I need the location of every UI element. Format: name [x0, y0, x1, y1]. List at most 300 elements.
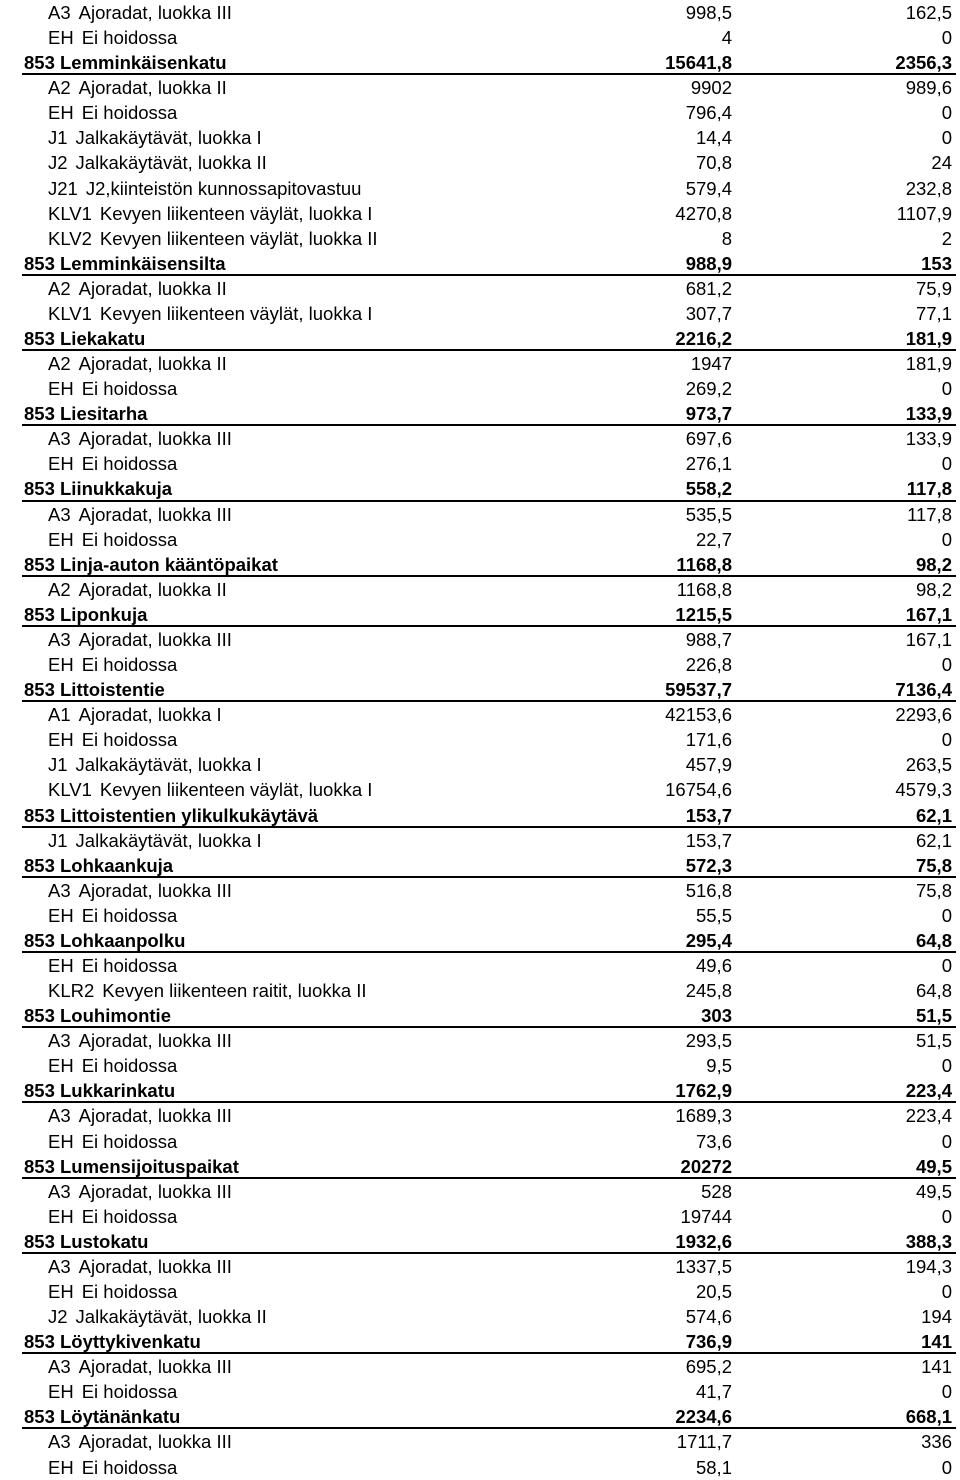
secondary-value: 75,9 — [915, 277, 952, 299]
category-label — [48, 1028, 232, 1053]
secondary-value: 223,4 — [905, 1105, 952, 1127]
category-label — [48, 0, 232, 25]
category-code: EH — [48, 904, 74, 926]
street-name: 853 Lemminkäisensilta — [24, 252, 226, 274]
area-value: 574,6 — [685, 1306, 732, 1328]
area-value: 2234,6 — [675, 1406, 732, 1428]
category-label — [48, 1103, 232, 1128]
secondary-value: 0 — [941, 453, 952, 475]
street-name: 853 Lemminkäisenkatu — [24, 52, 227, 74]
street-header-row — [22, 251, 956, 276]
area-table — [22, 0, 956, 1480]
category-code: J2 — [48, 1306, 68, 1328]
street-name: 853 Löytänänkatu — [24, 1406, 181, 1428]
area-value: 988,7 — [685, 628, 732, 650]
category-label — [48, 1354, 232, 1379]
category-name: Ajoradat, luokka III — [78, 1356, 232, 1378]
category-row — [22, 25, 956, 50]
secondary-value: 162,5 — [905, 2, 952, 23]
category-row — [22, 1379, 956, 1404]
category-name: Ei hoidossa — [81, 1456, 178, 1478]
area-value: 269,2 — [685, 378, 732, 400]
area-value: 49,6 — [695, 954, 732, 976]
category-row — [22, 150, 956, 175]
category-row — [22, 176, 956, 201]
category-code: A2 — [48, 578, 71, 600]
area-value: 16754,6 — [665, 779, 732, 801]
area-value: 4 — [721, 27, 732, 49]
secondary-value: 0 — [941, 729, 952, 751]
secondary-value: 0 — [941, 27, 952, 49]
category-code: A3 — [48, 1105, 71, 1127]
area-value: 58,1 — [695, 1456, 732, 1478]
category-label — [48, 1455, 177, 1480]
category-row — [22, 1053, 956, 1078]
category-row — [22, 1455, 956, 1480]
street-header-row — [22, 1229, 956, 1254]
category-row — [22, 627, 956, 652]
category-label — [48, 1429, 232, 1454]
street-header-row — [22, 853, 956, 878]
category-label — [48, 953, 177, 978]
area-value: 1947 — [690, 353, 732, 375]
secondary-value: 263,5 — [905, 754, 952, 776]
category-name: Ei hoidossa — [81, 1055, 178, 1077]
street-header-row — [22, 1154, 956, 1179]
secondary-value: 62,1 — [915, 829, 952, 851]
area-value: 20,5 — [695, 1280, 732, 1302]
category-label — [48, 1129, 177, 1154]
category-code: EH — [48, 1130, 74, 1152]
category-label — [48, 1053, 177, 1078]
category-row — [22, 226, 956, 251]
area-value: 516,8 — [685, 879, 732, 901]
category-row — [22, 301, 956, 326]
area-value: 293,5 — [685, 1030, 732, 1052]
category-row — [22, 577, 956, 602]
area-value: 579,4 — [685, 177, 732, 199]
street-name: 853 Littoistentien ylikulkukäytävä — [24, 804, 319, 826]
area-value: 226,8 — [685, 654, 732, 676]
category-label — [48, 226, 378, 251]
street-name: 853 Lohkaanpolku — [24, 929, 186, 951]
category-code: A3 — [48, 428, 71, 450]
area-value: 1932,6 — [675, 1230, 732, 1252]
category-name: Ei hoidossa — [81, 1205, 178, 1227]
street-name: 853 Liponkuja — [24, 603, 148, 625]
street-header-row — [22, 1003, 956, 1028]
area-value: 153,7 — [685, 804, 732, 826]
category-code: EH — [48, 1055, 74, 1077]
category-code: KLV2 — [48, 227, 92, 249]
secondary-value: 336 — [921, 1431, 952, 1453]
area-value: 245,8 — [685, 980, 732, 1002]
category-code: A3 — [48, 503, 71, 525]
secondary-value: 49,5 — [915, 1180, 952, 1202]
area-value: 988,9 — [685, 252, 732, 274]
category-label — [48, 1254, 232, 1279]
category-name: Ajoradat, luokka III — [78, 1255, 232, 1277]
secondary-value: 141 — [921, 1356, 952, 1378]
secondary-value: 75,8 — [915, 879, 952, 901]
category-label — [48, 502, 232, 527]
category-label — [48, 828, 262, 853]
category-name: Ei hoidossa — [81, 528, 178, 550]
category-label — [48, 201, 372, 226]
street-header-row — [22, 803, 956, 828]
category-name: Ei hoidossa — [81, 1130, 178, 1152]
category-row — [22, 1304, 956, 1329]
category-label — [48, 752, 262, 777]
secondary-value: 133,9 — [905, 403, 952, 425]
secondary-value: 989,6 — [905, 77, 952, 99]
area-value: 22,7 — [695, 528, 732, 550]
category-code: EH — [48, 729, 74, 751]
category-name: Ajoradat, luokka II — [78, 77, 227, 99]
secondary-value: 0 — [941, 378, 952, 400]
category-name: Ei hoidossa — [81, 453, 178, 475]
street-name: 853 Löyttykivenkatu — [24, 1331, 201, 1353]
street-header-row — [22, 1078, 956, 1103]
category-code: EH — [48, 378, 74, 400]
secondary-value: 117,8 — [906, 478, 952, 500]
category-row — [22, 1129, 956, 1154]
category-code: A2 — [48, 277, 71, 299]
secondary-value: 117,8 — [907, 503, 952, 525]
category-row — [22, 100, 956, 125]
street-name: 853 Liesitarha — [24, 403, 148, 425]
category-row — [22, 828, 956, 853]
category-row — [22, 201, 956, 226]
secondary-value: 51,5 — [915, 1030, 952, 1052]
category-row — [22, 1204, 956, 1229]
category-label — [48, 652, 177, 677]
category-row — [22, 953, 956, 978]
secondary-value: 0 — [941, 1456, 952, 1478]
category-code: EH — [48, 1280, 74, 1302]
category-label — [48, 376, 177, 401]
secondary-value: 51,5 — [915, 1005, 952, 1027]
category-code: EH — [48, 1205, 74, 1227]
street-name: 853 Lumensijoituspaikat — [24, 1155, 239, 1177]
category-name: Ei hoidossa — [81, 1381, 178, 1403]
category-code: A3 — [48, 2, 71, 23]
area-value: 2216,2 — [675, 328, 732, 350]
secondary-value: 167,1 — [905, 603, 952, 625]
area-value: 1689,3 — [675, 1105, 732, 1127]
secondary-value: 0 — [941, 654, 952, 676]
category-label — [48, 426, 232, 451]
category-name: Ei hoidossa — [81, 954, 178, 976]
category-row — [22, 1179, 956, 1204]
street-name: 853 Lustokatu — [24, 1230, 149, 1252]
category-code: A3 — [48, 1030, 71, 1052]
area-value: 70,8 — [695, 152, 732, 174]
category-label — [48, 777, 372, 802]
category-name: Ajoradat, luokka II — [78, 578, 227, 600]
area-value: 695,2 — [685, 1356, 732, 1378]
secondary-value: 98,2 — [915, 578, 952, 600]
area-value: 1337,5 — [675, 1255, 732, 1277]
street-header-row — [22, 326, 956, 351]
area-value: 307,7 — [685, 302, 732, 324]
category-row — [22, 75, 956, 100]
secondary-value: 2 — [941, 227, 952, 249]
category-row — [22, 1429, 956, 1454]
category-row — [22, 451, 956, 476]
category-label — [48, 276, 227, 301]
street-name: 853 Lohkaankuja — [24, 854, 174, 876]
street-name: 853 Lukkarinkatu — [24, 1080, 176, 1102]
category-row — [22, 1354, 956, 1379]
category-code: J1 — [48, 829, 68, 851]
category-row — [22, 702, 956, 727]
category-row — [22, 752, 956, 777]
category-code: EH — [48, 1381, 74, 1403]
category-code: A3 — [48, 628, 71, 650]
category-code: KLR2 — [48, 980, 95, 1002]
street-header-row — [22, 602, 956, 627]
category-name: Ei hoidossa — [81, 378, 178, 400]
secondary-value: 62,1 — [915, 804, 952, 826]
area-value: 1215,5 — [675, 603, 732, 625]
category-code: EH — [48, 27, 74, 49]
secondary-value: 232,8 — [905, 177, 952, 199]
area-value: 1711,7 — [676, 1431, 732, 1453]
category-code: A3 — [48, 1180, 71, 1202]
area-value: 572,3 — [685, 854, 732, 876]
category-name: Ajoradat, luokka III — [78, 2, 232, 23]
secondary-value: 181,9 — [905, 353, 952, 375]
category-label — [48, 978, 367, 1003]
area-value: 19744 — [680, 1205, 732, 1227]
category-label — [48, 75, 227, 100]
category-label — [48, 1304, 267, 1329]
secondary-value: 0 — [941, 1130, 952, 1152]
secondary-value: 194,3 — [905, 1255, 952, 1277]
category-name: Jalkakäytävät, luokka I — [75, 754, 262, 776]
area-value: 1762,9 — [675, 1080, 732, 1102]
category-code: EH — [48, 654, 74, 676]
secondary-value: 223,4 — [905, 1080, 952, 1102]
area-value: 1168,8 — [676, 553, 732, 575]
category-name: Ei hoidossa — [81, 654, 178, 676]
area-value: 15641,8 — [665, 52, 732, 74]
category-name: Ajoradat, luokka III — [78, 1180, 232, 1202]
secondary-value: 64,8 — [915, 980, 952, 1002]
category-name: Ei hoidossa — [81, 729, 178, 751]
category-label — [48, 351, 227, 376]
secondary-value: 388,3 — [905, 1230, 952, 1252]
category-code: A3 — [48, 879, 71, 901]
category-code: A3 — [48, 1255, 71, 1277]
area-value: 1168,8 — [676, 578, 732, 600]
secondary-value: 0 — [941, 1280, 952, 1302]
area-value: 276,1 — [685, 453, 732, 475]
street-header-row — [22, 476, 956, 501]
category-label — [48, 1379, 177, 1404]
area-value: 998,5 — [685, 2, 732, 23]
category-name: Ajoradat, luokka III — [78, 879, 232, 901]
street-name: 853 Littoistentie — [24, 679, 165, 701]
category-name: Ajoradat, luokka II — [78, 353, 227, 375]
secondary-value: 2293,6 — [895, 704, 952, 726]
area-value: 20272 — [680, 1155, 732, 1177]
category-code: EH — [48, 102, 74, 124]
category-name: Kevyen liikenteen väylät, luokka II — [99, 227, 378, 249]
secondary-value: 153 — [921, 252, 952, 274]
area-value: 73,6 — [695, 1130, 732, 1152]
category-name: Ei hoidossa — [81, 1280, 178, 1302]
secondary-value: 64,8 — [915, 929, 952, 951]
category-code: EH — [48, 453, 74, 475]
category-row — [22, 376, 956, 401]
category-code: KLV1 — [48, 202, 92, 224]
category-label — [48, 150, 267, 175]
category-name: Ajoradat, luokka I — [78, 704, 222, 726]
category-label — [48, 451, 177, 476]
street-name: 853 Liekakatu — [24, 328, 146, 350]
category-label — [48, 301, 372, 326]
category-name: Jalkakäytävät, luokka II — [75, 152, 267, 174]
secondary-value: 141 — [921, 1331, 952, 1353]
category-row — [22, 978, 956, 1003]
category-name: Ajoradat, luokka III — [78, 1105, 232, 1127]
category-name: Jalkakäytävät, luokka I — [75, 829, 262, 851]
area-value: 295,4 — [685, 929, 732, 951]
area-value: 303 — [701, 1005, 732, 1027]
area-value: 697,6 — [685, 428, 732, 450]
street-header-row — [22, 401, 956, 426]
street-header-row — [22, 928, 956, 953]
secondary-value: 49,5 — [915, 1155, 952, 1177]
secondary-value: 98,2 — [915, 553, 952, 575]
category-name: Kevyen liikenteen väylät, luokka I — [99, 302, 373, 324]
street-name: 853 Linja-auton kääntöpaikat — [24, 553, 278, 575]
secondary-value: 0 — [941, 102, 952, 124]
category-row — [22, 1103, 956, 1128]
category-row — [22, 125, 956, 150]
area-value: 55,5 — [695, 904, 732, 926]
category-row — [22, 0, 956, 25]
category-label — [48, 25, 177, 50]
secondary-value: 77,1 — [915, 302, 952, 324]
category-code: J2 — [48, 152, 68, 174]
category-label — [48, 878, 232, 903]
secondary-value: 75,8 — [915, 854, 952, 876]
category-name: Kevyen liikenteen väylät, luokka I — [99, 779, 373, 801]
category-row — [22, 903, 956, 928]
street-header-row — [22, 50, 956, 75]
category-row — [22, 878, 956, 903]
secondary-value: 194 — [921, 1306, 952, 1328]
category-row — [22, 426, 956, 451]
category-code: J1 — [48, 754, 68, 776]
category-row — [22, 1254, 956, 1279]
secondary-value: 0 — [941, 1055, 952, 1077]
category-code: KLV1 — [48, 302, 92, 324]
area-value: 681,2 — [685, 277, 732, 299]
secondary-value: 0 — [941, 954, 952, 976]
area-value: 558,2 — [685, 478, 732, 500]
area-value: 14,4 — [695, 127, 732, 149]
category-row — [22, 276, 956, 301]
category-name: Ajoradat, luokka III — [78, 428, 232, 450]
category-code: EH — [48, 1456, 74, 1478]
category-name: Jalkakäytävät, luokka II — [75, 1306, 267, 1328]
area-value: 796,4 — [685, 102, 732, 124]
category-row — [22, 502, 956, 527]
category-name: Ajoradat, luokka III — [78, 503, 232, 525]
secondary-value: 668,1 — [905, 1406, 952, 1428]
area-value: 9,5 — [706, 1055, 732, 1077]
category-code: KLV1 — [48, 779, 92, 801]
category-name: Ajoradat, luokka III — [78, 628, 232, 650]
area-value: 171,6 — [685, 729, 732, 751]
secondary-value: 0 — [941, 1205, 952, 1227]
area-value: 457,9 — [685, 754, 732, 776]
street-header-row — [22, 1404, 956, 1429]
category-row — [22, 1028, 956, 1053]
secondary-value: 167,1 — [905, 628, 952, 650]
category-name: Kevyen liikenteen raitit, luokka II — [102, 980, 367, 1002]
area-value: 41,7 — [695, 1381, 732, 1403]
category-label — [48, 100, 177, 125]
category-code: A2 — [48, 77, 71, 99]
area-value: 528 — [701, 1180, 732, 1202]
secondary-value: 1107,9 — [896, 202, 952, 224]
category-row — [22, 1279, 956, 1304]
street-name: 853 Liinukkakuja — [24, 478, 173, 500]
category-code: A1 — [48, 704, 71, 726]
area-value: 59537,7 — [665, 679, 732, 701]
secondary-value: 0 — [941, 528, 952, 550]
category-label — [48, 702, 222, 727]
category-code: A2 — [48, 353, 71, 375]
category-label — [48, 1279, 177, 1304]
category-label — [48, 1204, 177, 1229]
category-label — [48, 627, 232, 652]
secondary-value: 181,9 — [905, 328, 952, 350]
category-row — [22, 527, 956, 552]
category-name: Ajoradat, luokka III — [78, 1030, 232, 1052]
category-name: Ei hoidossa — [81, 904, 178, 926]
category-row — [22, 652, 956, 677]
category-label — [48, 527, 177, 552]
category-code: J1 — [48, 127, 68, 149]
area-value: 736,9 — [685, 1331, 732, 1353]
secondary-value: 0 — [941, 127, 952, 149]
secondary-value: 0 — [941, 904, 952, 926]
category-name: Ei hoidossa — [81, 27, 178, 49]
secondary-value: 24 — [931, 152, 952, 174]
area-value: 4270,8 — [675, 202, 732, 224]
secondary-value: 4579,3 — [895, 779, 952, 801]
area-value: 973,7 — [685, 403, 732, 425]
area-value: 153,7 — [685, 829, 732, 851]
category-label — [48, 176, 361, 201]
area-value: 42153,6 — [665, 704, 732, 726]
secondary-value: 2356,3 — [895, 52, 952, 74]
category-code: EH — [48, 954, 74, 976]
secondary-value: 0 — [941, 1381, 952, 1403]
category-code: EH — [48, 528, 74, 550]
category-name: J2,kiinteistön kunnossapitovastuu — [85, 177, 362, 199]
category-label — [48, 903, 177, 928]
category-code: A3 — [48, 1431, 71, 1453]
street-header-row — [22, 552, 956, 577]
area-value: 8 — [721, 227, 732, 249]
